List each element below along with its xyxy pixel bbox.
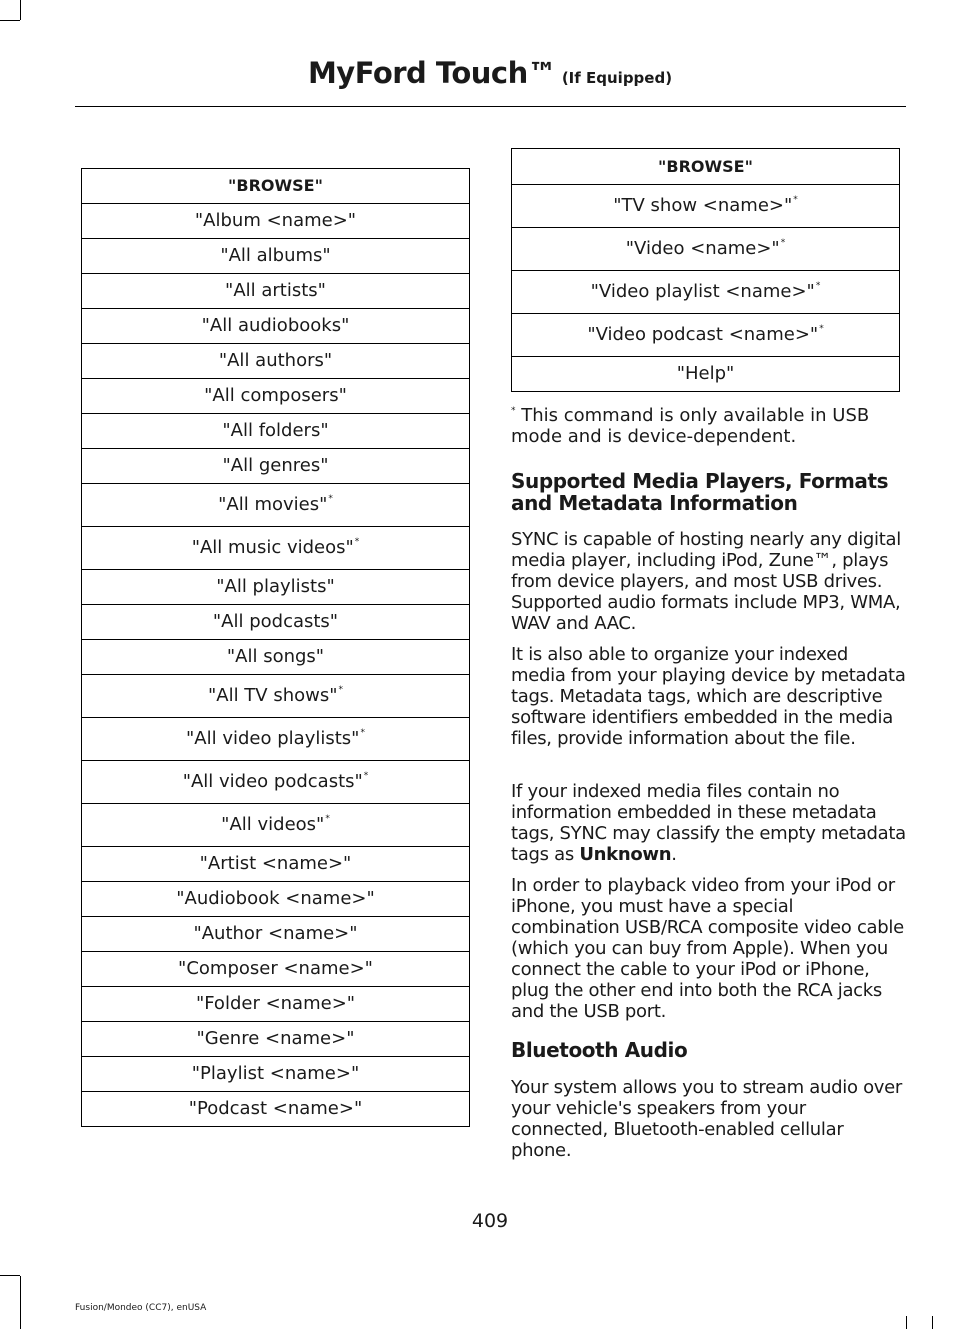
- command-text: "Video podcast <name>": [587, 324, 819, 345]
- table-row: [82, 414, 470, 449]
- footnote: [511, 405, 906, 447]
- command-text: "All genres": [222, 455, 329, 476]
- section-heading-media-players: Supported Media Players, Formats and Metadata Information: [511, 469, 889, 515]
- command-text: "All TV shows": [207, 685, 338, 706]
- table-row: [82, 761, 470, 804]
- page-title-main: MyFord Touch™: [307, 56, 557, 90]
- table-cell: [82, 761, 470, 804]
- command-text: "Help": [676, 363, 735, 384]
- crop-mark: [20, 0, 21, 20]
- table-cell: [82, 605, 470, 640]
- command-text: "Composer <name>": [178, 958, 373, 979]
- crop-mark: [0, 20, 20, 21]
- table-row: [82, 239, 470, 274]
- footnote-text: This command is only available in USB mode and is device-dependent.: [511, 405, 870, 447]
- footnote-star: *: [511, 406, 516, 416]
- table-header: "BROWSE": [512, 149, 900, 185]
- table-row: [82, 605, 470, 640]
- paragraph: SYNC is capable of hosting nearly any digital media player, including iPod, Zune™, plays from device players, and most USB drives. Supported audio formats include MP3, WMA, WAV and AAC.: [511, 529, 901, 634]
- command-text: "All folders": [222, 420, 329, 441]
- table-cell: [82, 309, 470, 344]
- command-text: "All audiobooks": [201, 315, 350, 336]
- command-text: "TV show <name>": [613, 195, 793, 216]
- table-cell: [82, 484, 470, 527]
- table-cell: [82, 239, 470, 274]
- table-cell: [82, 1022, 470, 1057]
- page-title: [0, 56, 954, 90]
- table-row: [82, 309, 470, 344]
- footnote-marker: *: [325, 814, 330, 824]
- crop-mark: [932, 1316, 933, 1329]
- table-row: [512, 228, 900, 271]
- table-row: [82, 804, 470, 847]
- table-cell: [82, 344, 470, 379]
- footnote-marker: *: [328, 494, 333, 504]
- crop-mark: [906, 1316, 907, 1329]
- unknown-label: Unknown: [579, 844, 672, 865]
- paragraph: It is also able to organize your indexed media from your playing device by metadata tags. Metadata tags, which are descriptive software identifiers embedded in the media files, provide information about the file.: [511, 644, 906, 749]
- table-row: [82, 274, 470, 309]
- command-text: "Genre <name>": [196, 1028, 355, 1049]
- table-cell: [82, 527, 470, 570]
- page-title-sub: (If Equipped): [561, 69, 673, 87]
- footnote-marker: *: [780, 238, 786, 248]
- table-cell: [82, 847, 470, 882]
- table-row: [82, 570, 470, 605]
- command-text: "Video playlist <name>": [590, 281, 815, 302]
- paragraph: Your system allows you to stream audio over your vehicle's speakers from your connected, Bluetooth-enabled cellular phone.: [511, 1077, 903, 1161]
- table-row: [82, 882, 470, 917]
- command-text: "All movies": [218, 494, 328, 515]
- table-row: [82, 1092, 470, 1127]
- paragraph-text: If your indexed media files contain no information embedded in these metadata tags, SYNC may classify the empty metadata tags as: [511, 781, 906, 865]
- crop-mark: [20, 1276, 21, 1329]
- table-row: [82, 718, 470, 761]
- command-text: "Audiobook <name>": [176, 888, 375, 909]
- table-cell: [82, 640, 470, 675]
- paragraph: In order to playback video from your iPod or iPhone, you must have a special combination USB/RCA composite video cable (which you can buy from Apple). When you connect the cable to your iPod or iPhone, plug the other end into both the RCA jacks and the USB port.: [511, 875, 904, 1022]
- table-cell: [82, 1057, 470, 1092]
- table-cell: [82, 675, 470, 718]
- table-cell: [82, 952, 470, 987]
- table-row: [82, 847, 470, 882]
- table-cell: [512, 357, 900, 392]
- table-cell: [82, 718, 470, 761]
- table-row: [82, 1057, 470, 1092]
- table-cell: [82, 274, 470, 309]
- table-row: [82, 640, 470, 675]
- table-cell: [82, 379, 470, 414]
- page-number: 409: [471, 1210, 509, 1232]
- table-row: [82, 527, 470, 570]
- footnote-marker: *: [338, 685, 344, 695]
- table-cell: [82, 804, 470, 847]
- command-text: "All podcasts": [212, 611, 339, 632]
- command-text: "All video playlists": [186, 728, 360, 749]
- table-row: [512, 271, 900, 314]
- footnote-marker: *: [793, 195, 798, 205]
- footnote-marker: *: [360, 728, 365, 738]
- table-row: [512, 357, 900, 392]
- command-text: "All authors": [218, 350, 333, 371]
- table-row: [82, 952, 470, 987]
- section-heading-bluetooth-audio: Bluetooth Audio: [511, 1038, 688, 1062]
- paragraph: [511, 781, 906, 865]
- table-cell: [512, 228, 900, 271]
- table-row: [82, 344, 470, 379]
- command-text: "All composers": [204, 385, 347, 406]
- footnote-marker: *: [354, 537, 360, 547]
- command-text: "Video <name>": [625, 238, 780, 259]
- footnote-marker: *: [363, 771, 369, 781]
- command-text: "All music videos": [191, 537, 354, 558]
- table-cell: [82, 449, 470, 484]
- table-row: [82, 987, 470, 1022]
- table-cell: [512, 314, 900, 357]
- header-divider: [75, 106, 906, 107]
- table-row: [512, 185, 900, 228]
- command-text: "Folder <name>": [195, 993, 356, 1014]
- table-row: [82, 449, 470, 484]
- command-text: "All artists": [225, 280, 326, 301]
- command-text: "Playlist <name>": [191, 1063, 360, 1084]
- browse-commands-table-left: [81, 168, 470, 1127]
- table-cell: [512, 185, 900, 228]
- table-cell: [82, 204, 470, 239]
- table-cell: [82, 987, 470, 1022]
- command-text: "All video podcasts": [182, 771, 363, 792]
- table-cell: [82, 1092, 470, 1127]
- footnote-marker: *: [819, 324, 824, 334]
- table-cell: [82, 917, 470, 952]
- command-text: "Author <name>": [193, 923, 358, 944]
- table-header: "BROWSE": [82, 169, 470, 204]
- table-row: [82, 1022, 470, 1057]
- command-text: "Album <name>": [194, 210, 357, 231]
- footer-doc-id: Fusion/Mondeo (CC7), enUSA: [75, 1303, 207, 1313]
- footnote-marker: *: [815, 281, 821, 291]
- command-text: "Artist <name>": [199, 853, 352, 874]
- table-row: [512, 314, 900, 357]
- table-cell: [82, 570, 470, 605]
- table-row: [82, 484, 470, 527]
- table-row: [82, 675, 470, 718]
- command-text: "All songs": [226, 646, 325, 667]
- table-row: [82, 204, 470, 239]
- table-row: [82, 917, 470, 952]
- command-text: "Podcast <name>": [188, 1098, 363, 1119]
- browse-commands-table-right: [511, 148, 900, 392]
- paragraph-text: .: [671, 844, 677, 865]
- table-row: [82, 379, 470, 414]
- table-cell: [82, 414, 470, 449]
- table-cell: [82, 882, 470, 917]
- command-text: "All playlists": [216, 576, 335, 597]
- crop-mark: [0, 1275, 20, 1276]
- command-text: "All albums": [220, 245, 331, 266]
- table-cell: [512, 271, 900, 314]
- command-text: "All videos": [221, 814, 325, 835]
